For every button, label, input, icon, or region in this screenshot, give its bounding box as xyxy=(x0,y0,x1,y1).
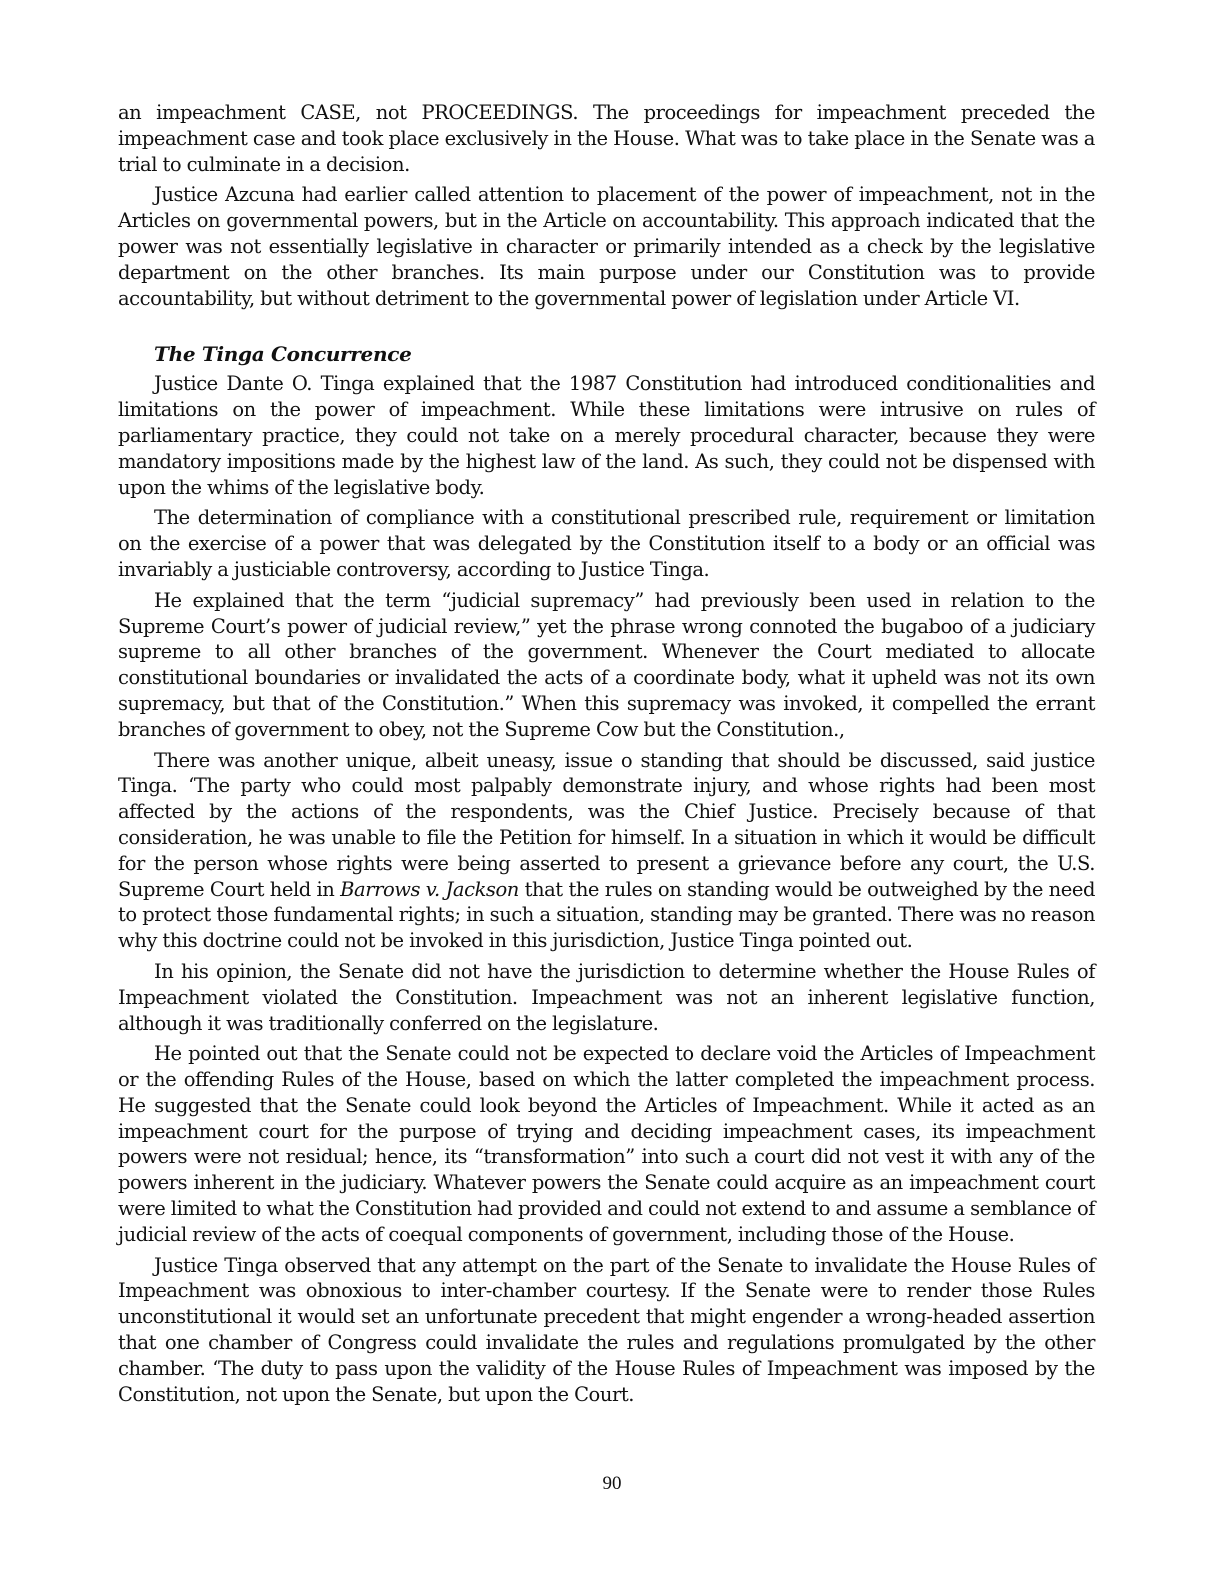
standing-text-after: that the rules on standing would be outweighed by the need to protect those fundamental rights; in such a situation, standing may be granted. There was no reason why this doctrine could not be invoked in this jurisdiction, Justice Tinga pointed out. xyxy=(118,877,1095,953)
body-paragraph-continued: an impeachment CASE, not PROCEEDINGS. The proceedings for impeachment preceded the impeachment case and took place exclusively in the House. What was to take place in the Senate was a trial to culminate in a decision. xyxy=(118,101,1095,176)
body-paragraph-justiciable: The determination of compliance with a constitutional prescribed rule, requirement or limitation on the exercise of a power that was delegated by the Constitution itself to a body or an official was invariably a justiciable controversy, according to Justice Tinga. xyxy=(118,506,1095,581)
body-paragraph-azcuna: Justice Azcuna had earlier called attention to placement of the power of impeachment, not in the Articles on governmental powers, but in the Article on accountability. This approach indicated that the power was not essentially legislative in character or primarily intended as a check by the legislative department on the other branches. Its main purpose under our Constitution was to provide accountability, but without detriment to the governmental power of legislation under Article VI. xyxy=(118,183,1095,310)
case-name: Barrows v. Jackson xyxy=(340,877,519,901)
standing-text-before: There was another unique, albeit uneasy, issue o standing that should be discussed, said justice Tinga. ‘The party who could most palpably demonstrate injury, and whose rights had been most affected by the actions of the respondents, was the Chief Justice. Precisely because of that consideration, he was unable to file the Petition for himself. In a situation in which it would be difficult for the person whose rights were being asserted to present a grievance before any court, the U.S. Supreme Court held in xyxy=(118,748,1095,901)
page-number: 90 xyxy=(602,1473,622,1494)
body-paragraph-tinga-intro: Justice Dante O. Tinga explained that the 1987 Constitution had introduced conditionalities and limitations on the power of impeachment. While these limitations were intrusive on rules of parliamentary practice, they could not take on a merely procedural character, because they were mandatory impositions made by the highest law of the land. As such, they could not be dispensed with upon the whims of the legislative body. xyxy=(118,372,1095,499)
body-paragraph-articles: He pointed out that the Senate could not be expected to declare void the Articles of Impeachment or the offending Rules of the House, based on which the latter completed the impeachment process. He suggested that the Senate could look beyond the Articles of Impeachment. While it acted as an impeachment court for the purpose of trying and deciding impeachment cases, its impeachment powers were not residual; hence, its “transformation” into such a court did not vest it with any of the powers inherent in the judiciary. Whatever powers the Senate could acquire as an impeachment court were limited to what the Constitution had provided and could not extend to and assume a semblance of judicial review of the acts of coequal components of government, including those of the House. xyxy=(118,1042,1095,1246)
body-paragraph-courtesy: Justice Tinga observed that any attempt on the part of the Senate to invalidate the House Rules of Impeachment was obnoxious to inter-chamber courtesy. If the Senate were to render those Rules unconstitutional it would set an unfortunate precedent that might engender a wrong-headed assertion that one chamber of Congress could invalidate the rules and regulations promulgated by the other chamber. ‘The duty to pass upon the validity of the House Rules of Impeachment was imposed by the Constitution, not upon the Senate, but upon the Court. xyxy=(118,1253,1095,1406)
section-heading: The Tinga Concurrence xyxy=(154,342,412,367)
body-paragraph-senate-jurisdiction: In his opinion, the Senate did not have the jurisdiction to determine whether the House Rules of Impeachment violated the Constitution. Impeachment was not an inherent legislative function, although it was traditionally conferred on the legislature. xyxy=(118,959,1095,1035)
body-paragraph-standing xyxy=(118,748,1095,954)
body-paragraph-judicial-supremacy: He explained that the term “judicial supremacy” had previously been used in relation to the Supreme Court’s power of judicial review,” yet the phrase wrong connoted the bugaboo of a judiciary supreme to all other branches of the government. Whenever the Court mediated to allocate constitutional boundaries or invalidated the acts of a coordinate body, what it upheld was not its own supremacy, but that of the Constitution.” When this supremacy was invoked, it compelled the errant branches of government to obey, not the Supreme Cow but the Constitution., xyxy=(118,588,1095,741)
